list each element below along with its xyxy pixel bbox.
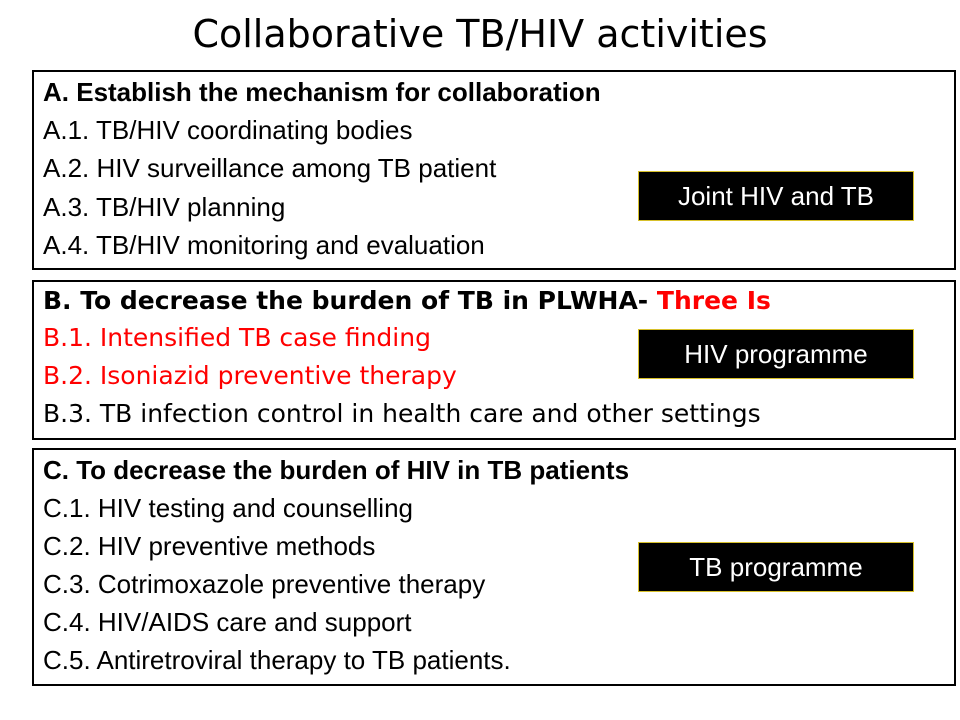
tb-programme-tag: TB programme	[638, 542, 914, 592]
section-b-item: B.2. Isoniazid preventive therapy	[43, 361, 457, 390]
section-b-heading	[43, 282, 771, 320]
section-c-heading: C. To decrease the burden of HIV in TB patients	[43, 455, 630, 485]
section-c-item: C.2. HIV preventive methods	[43, 531, 376, 561]
section-b-item: B.3. TB infection control in health care and other settings	[43, 399, 761, 428]
section-a-item: A.1. TB/HIV coordinating bodies	[43, 115, 413, 145]
section-c-item: C.3. Cotrimoxazole preventive therapy	[43, 569, 486, 599]
section-b-item: B.1. Intensified TB case finding	[43, 323, 431, 352]
section-a-item: A.3. TB/HIV planning	[43, 192, 286, 222]
section-c-item: C.4. HIV/AIDS care and support	[43, 607, 412, 637]
section-a-item: A.4. TB/HIV monitoring and evaluation	[43, 230, 485, 260]
section-a-heading: A. Establish the mechanism for collaboration	[43, 77, 601, 107]
section-a-item: A.2. HIV surveillance among TB patient	[43, 153, 497, 183]
section-c-item: C.5. Antiretroviral therapy to TB patients.	[43, 645, 511, 675]
section-a-box	[32, 70, 956, 270]
hiv-programme-tag: HIV programme	[638, 329, 914, 379]
section-c-item: C.1. HIV testing and counselling	[43, 493, 413, 523]
slide-title: Collaborative TB/HIV activities	[192, 12, 768, 56]
section-b-heading-highlight: Three Is	[656, 286, 771, 315]
section-b-heading-text: B. To decrease the burden of TB in PLWHA-	[43, 286, 657, 315]
joint-hiv-tb-tag: Joint HIV and TB	[638, 171, 914, 221]
